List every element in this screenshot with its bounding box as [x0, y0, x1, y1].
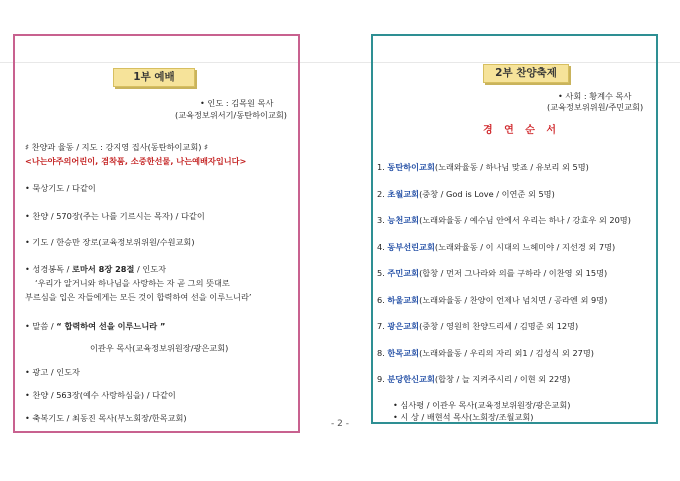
- entry-row: 5. 주민교회(합창 / 먼저 그나라와 의를 구하라 / 이찬영 외 15명): [377, 268, 608, 278]
- worship-panel: [13, 34, 300, 433]
- festival-title: 2부 찬양축제: [483, 64, 569, 83]
- praise-line: ♯ 찬양과 율동 / 지도 : 강지영 집사(동탄하이교회) ♯: [25, 142, 209, 152]
- scripture-ref: 로마서 8장 28절: [72, 264, 135, 274]
- entry-detail: (노래와율동 / 이 시대의 느헤미야 / 지선경 외 7명): [434, 241, 616, 252]
- slogan: <나는야주의어린이, 겸착품, 소중한선물, 나는예배자입니다>: [25, 156, 247, 166]
- entry-detail: (합창 / 늘 지켜주시리 / 이현 외 22명): [434, 374, 571, 384]
- mc-org: (교육정보위위원/주민교회): [547, 102, 644, 112]
- church-name: 능천교회: [387, 215, 420, 225]
- entry-detail: (노래와율동 / 하나님 맞죠 / 유보리 외 5명): [434, 162, 589, 172]
- scripture-line: • 성경봉독 / 로마서 8장 28절 / 인도자: [25, 264, 167, 274]
- church-name: 분당한신교회: [387, 374, 435, 384]
- entry-row: 6. 하울교회(노래와율동 / 찬양이 언제나 넘치면 / 공라엔 외 9명): [377, 294, 608, 305]
- sermon-speaker: 이관우 목사(교육정보위원장/광은교회): [90, 343, 229, 353]
- item-benediction: • 축복기도 / 최동진 목사(부노회장/한목교회): [25, 413, 187, 423]
- entry-detail: (중창 / God is Love / 이연준 외 5명): [419, 188, 555, 199]
- item-notice: • 광고 / 인도자: [25, 367, 80, 377]
- entry-row: 4. 동부선린교회(노래와율동 / 이 시대의 느헤미야 / 지선경 외 7명): [377, 241, 616, 252]
- verse-line-1: ‘우리가 알거니와 하나님을 사랑하는 자 곧 그의 뜻대로: [35, 278, 230, 288]
- entry-row: 9. 분당한신교회(합창 / 늘 지켜주시리 / 이현 외 22명): [377, 374, 571, 384]
- entry-detail: (합창 / 먼저 그나라와 의를 구하라 / 이찬영 외 15명): [419, 268, 608, 278]
- entry-detail: (노래와율동 / 예수님 안에서 우리는 하나 / 강효우 외 20명): [419, 215, 631, 225]
- leader-org: (교육정보위서기/동탄하이교회): [175, 110, 287, 120]
- church-name: 하울교회: [387, 294, 420, 305]
- worship-title: 1부 예배: [113, 68, 195, 87]
- church-name: 주민교회: [387, 268, 420, 278]
- entry-detail: (중창 / 영원히 찬양드리세 / 김명준 외 12명): [419, 321, 579, 331]
- entry-row: 2. 초월교회(중창 / God is Love / 이연준 외 5명): [377, 188, 555, 199]
- entry-detail: (노래와율동 / 우리의 자리 외1 / 김성식 외 27명): [419, 347, 594, 358]
- entry-row: 8. 한목교회(노래와율동 / 우리의 자리 외1 / 김성식 외 27명): [377, 347, 594, 358]
- entry-row: 7. 광은교회(중창 / 영원히 찬양드리세 / 김명준 외 12명): [377, 321, 579, 331]
- leader-line: • 인도 : 김목원 목사: [200, 98, 274, 108]
- item-meditation: • 묵상기도 / 다같이: [25, 183, 96, 193]
- church-name: 초월교회: [387, 188, 420, 199]
- entry-row: 3. 능천교회(노래와율동 / 예수님 안에서 우리는 하나 / 강효우 외 20명): [377, 215, 631, 225]
- award-line: • 시 상 / 배현석 목사(노회장/조월교회): [393, 412, 534, 422]
- item-hymn: • 찬양 / 570장(주는 나를 기르시는 목자) / 다같이: [25, 211, 205, 221]
- entry-row: 1. 동탄하이교회(노래와율동 / 하나님 맞죠 / 유보리 외 5명): [377, 162, 589, 172]
- order-heading: 경 연 순 서: [483, 125, 561, 136]
- sermon-line: • 말씀 / “ 합력하여 선을 이루느니라 ”: [25, 321, 166, 331]
- church-name: 동탄하이교회: [387, 162, 435, 172]
- judge-review: • 심사평 / 이관우 목사(교육정보위원장/광은교회): [393, 400, 571, 410]
- church-name: 광은교회: [387, 321, 420, 331]
- item-hymn-2: • 찬양 / 563장(예수 사랑하심을) / 다같이: [25, 390, 176, 400]
- festival-panel: [371, 34, 658, 424]
- sermon-title: “ 합력하여 선을 이루느니라 ”: [56, 321, 166, 331]
- church-name: 동부선린교회: [387, 241, 435, 252]
- church-name: 한목교회: [387, 347, 420, 358]
- item-prayer: • 기도 / 한승만 장로(교육정보위위원/수원교회): [25, 237, 195, 247]
- page-number: - 2 -: [331, 419, 349, 429]
- verse-line-2: 부르심을 입은 자들에게는 모든 것이 합력하여 선을 이루느니라’: [25, 292, 252, 302]
- mc-line: • 사회 : 황계수 목사: [558, 91, 632, 101]
- entry-detail: (노래와율동 / 찬양이 언제나 넘치면 / 공라엔 외 9명): [419, 294, 608, 305]
